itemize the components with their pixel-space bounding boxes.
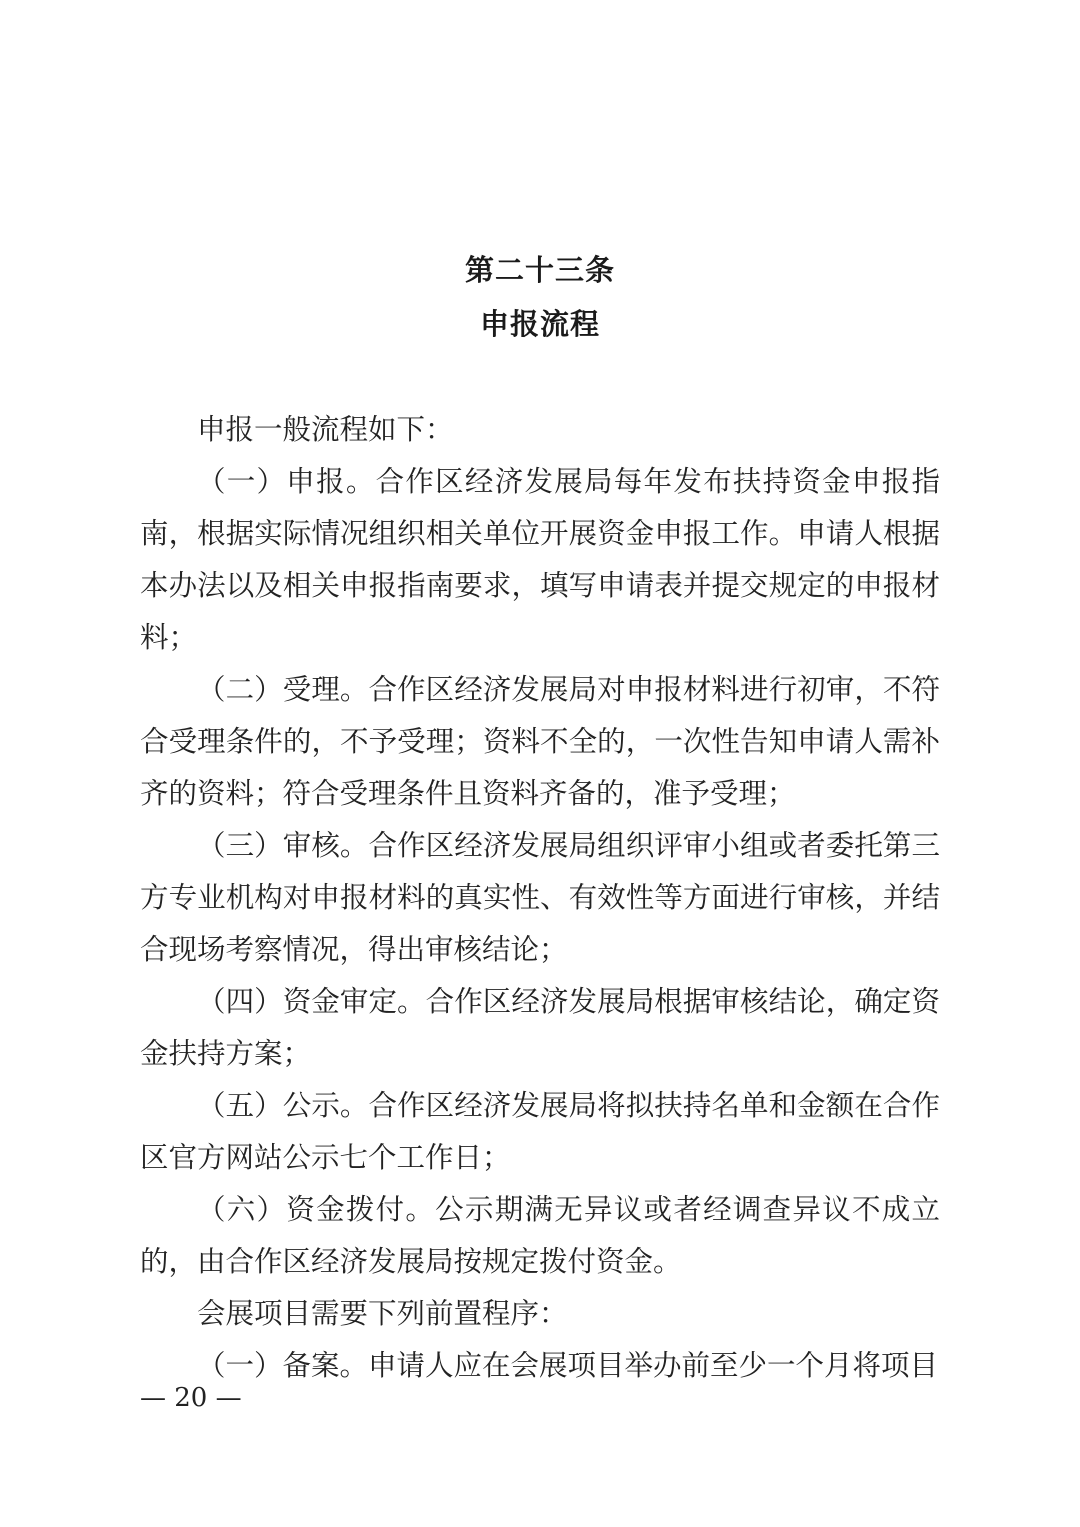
paragraph-step-4: （四）资金审定。合作区经济发展局根据审核结论，确定资金扶持方案； — [140, 985, 940, 1070]
page-number: — 20 — — [140, 1383, 242, 1413]
paragraph-exhibition-intro: 会展项目需要下列前置程序： — [197, 1297, 568, 1330]
paragraph-step-3: （三）审核。合作区经济发展局组织评审小组或者委托第三方专业机构对申报材料的真实性、有效性等方面进行审核，并结合现场考察情况，得出审核结论； — [140, 829, 940, 966]
paragraph-exhibition-step-1: （一）备案。申请人应在会展项目举办前至少一个月将项目 — [197, 1349, 939, 1382]
article-body — [140, 404, 940, 1392]
paragraph-step-6: （六）资金拨付。公示期满无异议或者经调查异议不成立的，由合作区经济发展局按规定拨付资金。 — [140, 1193, 940, 1278]
article-number: 第二十三条 — [464, 253, 615, 287]
paragraph-step-1: （一）申报。合作区经济发展局每年发布扶持资金申报指南，根据实际情况组织相关单位开展资金申报工作。申请人根据本办法以及相关申报指南要求，填写申请表并提交规定的申报材料； — [140, 465, 940, 654]
article-title: 申报流程 — [479, 307, 600, 341]
paragraph-step-5: （五）公示。合作区经济发展局将拟扶持名单和金额在合作区官方网站公示七个工作日； — [140, 1089, 940, 1174]
paragraph-step-2: （二）受理。合作区经济发展局对申报材料进行初审，不符合受理条件的，不予受理；资料不全的，一次性告知申请人需补齐的资料；符合受理条件且资料齐备的，准予受理； — [140, 673, 940, 810]
paragraph-intro: 申报一般流程如下： — [197, 413, 454, 446]
